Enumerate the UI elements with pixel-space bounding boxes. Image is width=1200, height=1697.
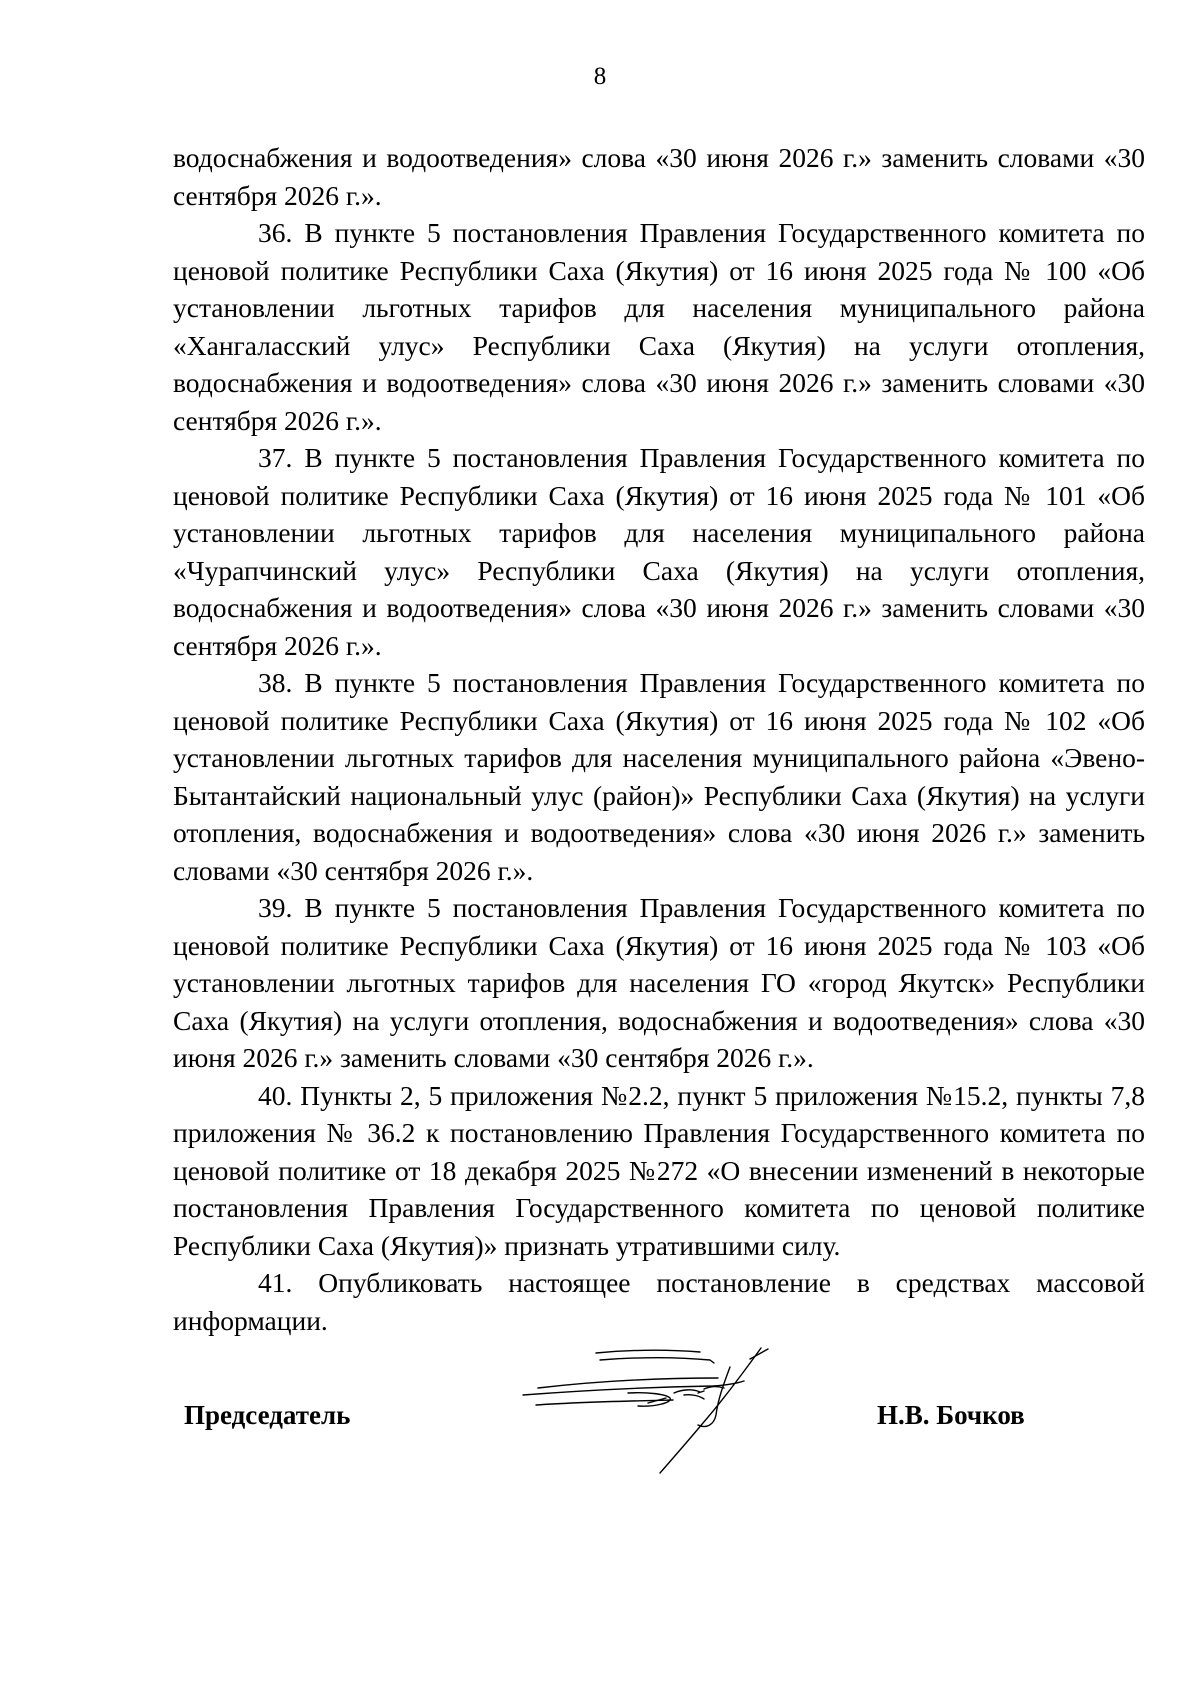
signatory-title: Председатель: [184, 1400, 351, 1430]
paragraph-41: 41. Опубликовать настоящее постановление в средствах массовой информации.: [173, 1267, 1145, 1336]
paragraph-36: 36. В пункте 5 постановления Правления Государственного комитета по ценовой политике Республики Саха (Якутия) от 16 июня 2025 года № 100 «Об установлении льготных тарифов для населения муниципального района «Хангаласский улус» Республики Саха (Якутия) на услуги отопления, водоснабжения и водоотведения» слова «30 июня 2026 г.» заменить словами «30 сентября 2026 г.».: [173, 217, 1145, 436]
paragraph-38: 38. В пункте 5 постановления Правления Государственного комитета по ценовой политике Республики Саха (Якутия) от 16 июня 2025 года № 102 «Об установлении льготных тарифов для населения муниципального района «Эвено-Бытантайский национальный улус (район)» Республики Саха (Якутия) на услуги отопления, водоснабжения и водоотведения» слова «30 июня 2026 г.» заменить словами «30 сентября 2026 г.».: [173, 667, 1145, 886]
paragraph-continuation: водоснабжения и водоотведения» слова «30 июня 2026 г.» заменить словами «30 сентября 2026 г.».: [173, 142, 1145, 211]
paragraph-37: 37. В пункте 5 постановления Правления Государственного комитета по ценовой политике Республики Саха (Якутия) от 16 июня 2025 года № 101 «Об установлении льготных тарифов для населения муниципального района «Чурапчинский улус» Республики Саха (Якутия) на услуги отопления, водоснабжения и водоотведения» слова «30 июня 2026 г.» заменить словами «30 сентября 2026 г.».: [173, 442, 1145, 661]
document-body: [173, 139, 1145, 1339]
handwritten-signature-icon: [478, 1345, 778, 1475]
paragraph-40: 40. Пункты 2, 5 приложения №2.2, пункт 5 приложения №15.2, пункты 7,8 приложения № 36.2 к постановлению Правления Государственного комитета по ценовой политике от 18 декабря 2025 №272 «О внесении изменений в некоторые постановления Правления Государственного комитета по ценовой политике Республики Саха (Якутия)» признать утратившими силу.: [173, 1079, 1145, 1261]
paragraph-39: 39. В пункте 5 постановления Правления Государственного комитета по ценовой политике Республики Саха (Якутия) от 16 июня 2025 года № 103 «Об установлении льготных тарифов для населения ГО «город Якутск» Республики Саха (Якутия) на услуги отопления, водоснабжения и водоотведения» слова «30 июня 2026 г.» заменить словами «30 сентября 2026 г.».: [173, 892, 1145, 1073]
signatory-name: Н.В. Бочков: [877, 1400, 1025, 1430]
page-number: 8: [593, 63, 607, 90]
